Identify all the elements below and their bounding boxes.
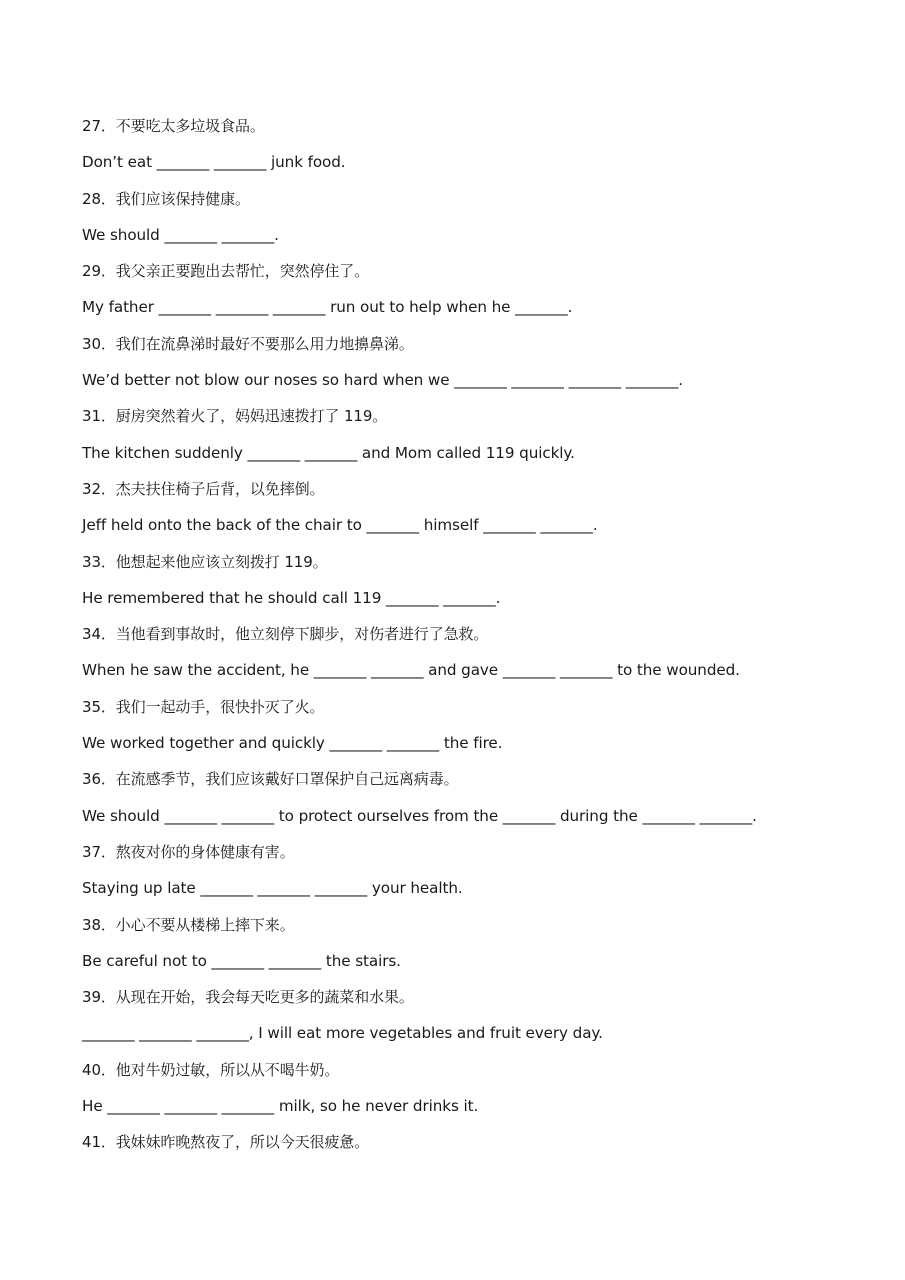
question-37-chinese: 37．熬夜对你的身体健康有害。 xyxy=(82,842,295,861)
question-40-chinese: 40．他对牛奶过敏，所以从不喝牛奶。 xyxy=(82,1060,340,1079)
question-27-chinese: 27．不要吃太多垃圾食品。 xyxy=(82,117,265,135)
question-29-chinese: 29．我父亲正要跑出去帮忙，突然停住了。 xyxy=(82,262,370,281)
question-38-chinese: 38．小心不要从楼梯上摔下来。 xyxy=(82,915,295,934)
question-32-english: Jeff held onto the back of the chair to _______ himself _______ _______. xyxy=(82,516,598,535)
question-29-english: My father _______ _______ _______ run out to help when he _______. xyxy=(82,298,573,317)
question-38-english: Be careful not to _______ _______ the stairs. xyxy=(82,951,401,970)
question-35-english: We worked together and quickly _______ _______ the fire. xyxy=(82,734,503,753)
exercise-page xyxy=(82,108,872,1161)
question-33-chinese: 33．他想起来他应该立刻拨打 119。 xyxy=(82,552,328,571)
question-32-chinese: 32．杰夫扶住椅子后背，以免摔倒。 xyxy=(82,479,325,498)
question-40-english: He _______ _______ _______ milk, so he never drinks it. xyxy=(82,1097,479,1116)
question-31-english: The kitchen suddenly _______ _______ and Mom called 119 quickly. xyxy=(82,443,575,462)
question-30-english: We’d better not blow our noses so hard when we _______ _______ _______ _______. xyxy=(82,371,683,390)
question-27-english: Don’t eat _______ _______ junk food. xyxy=(82,153,346,172)
question-39-english: _______ _______ _______, I will eat more vegetables and fruit every day. xyxy=(82,1024,603,1043)
question-28-english: We should _______ _______. xyxy=(82,225,279,244)
question-30-chinese: 30．我们在流鼻涕时最好不要那么用力地擤鼻涕。 xyxy=(82,334,414,353)
question-37-english: Staying up late _______ _______ _______ your health. xyxy=(82,879,463,898)
question-34-english: When he saw the accident, he _______ _______ and gave _______ _______ to the wounded. xyxy=(82,661,740,680)
question-41-chinese: 41．我妹妹昨晚熬夜了，所以今天很疲惫。 xyxy=(82,1133,370,1152)
question-31-chinese: 31．厨房突然着火了，妈妈迅速拨打了 119。 xyxy=(82,407,388,426)
question-28-chinese: 28．我们应该保持健康。 xyxy=(82,189,250,208)
question-36-chinese: 36．在流感季节，我们应该戴好口罩保护自己远离病毒。 xyxy=(82,770,459,789)
question-39-chinese: 39．从现在开始，我会每天吃更多的蔬菜和水果。 xyxy=(82,988,414,1007)
question-35-chinese: 35．我们一起动手，很快扑灭了火。 xyxy=(82,697,325,716)
question-36-english: We should _______ _______ to protect ourselves from the _______ during the _______ _______. xyxy=(82,806,757,825)
question-33-english: He remembered that he should call 119 _______ _______. xyxy=(82,588,501,607)
question-34-chinese: 34．当他看到事故时，他立刻停下脚步，对伤者进行了急救。 xyxy=(82,625,489,644)
